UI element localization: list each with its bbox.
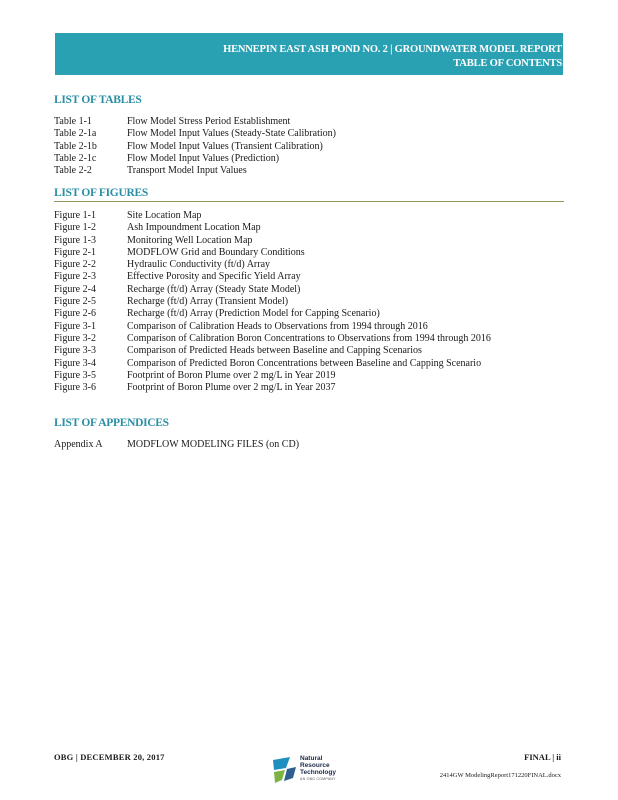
figure-entry-title: Ash Impoundment Location Map <box>127 222 261 234</box>
figure-entry-title: Recharge (ft/d) Array (Transient Model) <box>127 296 289 308</box>
appendix-entry <box>54 439 299 451</box>
figure-entry <box>54 271 491 283</box>
figure-entry <box>54 222 491 234</box>
figure-entry <box>54 210 491 222</box>
figure-entry <box>54 321 491 333</box>
figure-entry <box>54 235 491 247</box>
figure-entry <box>54 296 491 308</box>
company-logo <box>272 755 348 789</box>
figure-entry-title: Comparison of Calibration Heads to Observations from 1994 through 2016 <box>127 320 428 332</box>
figure-entry-title: Recharge (ft/d) Array (Prediction Model for Capping Scenario) <box>127 308 380 320</box>
table-entry-title: Flow Model Input Values (Transient Calibration) <box>127 140 323 152</box>
figure-entry-number: Figure 2-3 <box>54 271 96 283</box>
figure-entry <box>54 308 491 320</box>
logo-tagline: AN OBG COMPANY <box>300 777 336 781</box>
logo-line-2: Resource <box>300 762 330 769</box>
figure-entry-number: Figure 3-1 <box>54 320 96 332</box>
table-entry-title: Flow Model Input Values (Steady-State Calibration) <box>127 128 336 140</box>
figure-entry-number: Figure 3-2 <box>54 332 96 344</box>
section-divider <box>54 201 564 202</box>
table-entry <box>54 165 336 177</box>
logo-mark-icon <box>272 756 298 786</box>
table-entry-number: Table 2-1b <box>54 140 97 152</box>
footer-filename: 2414GW ModelingReport171220FINAL.docx <box>439 772 561 779</box>
figure-entry-title: Recharge (ft/d) Array (Steady State Model) <box>127 283 301 295</box>
table-entry-number: Table 2-2 <box>54 165 92 177</box>
figure-entry-number: Figure 3-4 <box>54 357 96 369</box>
figure-entry-title: Monitoring Well Location Map <box>127 234 253 246</box>
appendix-entry-title: MODFLOW MODELING FILES (on CD) <box>127 439 300 450</box>
figure-entry-number: Figure 3-5 <box>54 369 96 381</box>
table-entry-title: Flow Model Input Values (Prediction) <box>127 152 280 164</box>
appendices-list <box>54 439 299 451</box>
figure-entry <box>54 345 491 357</box>
table-entry <box>54 116 336 128</box>
figure-entry <box>54 247 491 259</box>
figure-entry-title: Comparison of Predicted Boron Concentrations between Baseline and Capping Scenario <box>127 357 482 369</box>
logo-line-1: Natural <box>300 755 323 762</box>
logo-line-3: Technology <box>300 769 336 776</box>
table-entry <box>54 128 336 140</box>
figure-entry-title: Site Location Map <box>127 210 202 221</box>
document-header <box>55 33 563 75</box>
figure-entry <box>54 284 491 296</box>
table-entry <box>54 141 336 153</box>
table-entry-title: Transport Model Input Values <box>127 165 247 177</box>
list-of-tables-heading: LIST OF TABLES <box>54 94 142 106</box>
figure-entry-title: Footprint of Boron Plume over 2 mg/L in Year 2019 <box>127 369 336 381</box>
figure-entry-number: Figure 1-1 <box>54 210 96 221</box>
figure-entry-number: Figure 3-6 <box>54 382 96 394</box>
figure-entry-title: MODFLOW Grid and Boundary Conditions <box>127 246 305 258</box>
table-entry <box>54 153 336 165</box>
footer-date: OBG | DECEMBER 20, 2017 <box>54 752 165 762</box>
figure-entry-title: Footprint of Boron Plume over 2 mg/L in Year 2037 <box>127 382 336 394</box>
figures-list <box>54 210 491 394</box>
figure-entry-number: Figure 3-3 <box>54 345 96 357</box>
figure-entry-number: Figure 2-1 <box>54 246 96 258</box>
figure-entry-title: Effective Porosity and Specific Yield Array <box>127 271 301 283</box>
figure-entry <box>54 370 491 382</box>
header-subtitle: TABLE OF CONTENTS <box>453 58 562 69</box>
figure-entry-number: Figure 2-4 <box>54 283 96 295</box>
footer-page-label: FINAL | ii <box>524 752 561 762</box>
figure-entry-number: Figure 2-5 <box>54 296 96 308</box>
list-of-appendices-heading: LIST OF APPENDICES <box>54 417 169 429</box>
tables-list <box>54 116 336 177</box>
figure-entry <box>54 333 491 345</box>
figure-entry-title: Comparison of Predicted Heads between Baseline and Capping Scenarios <box>127 345 422 357</box>
list-of-figures-heading: LIST OF FIGURES <box>54 187 148 199</box>
table-entry-number: Table 2-1c <box>54 152 97 164</box>
figure-entry-number: Figure 2-6 <box>54 308 96 320</box>
table-entry-number: Table 1-1 <box>54 116 92 127</box>
figure-entry-number: Figure 2-2 <box>54 259 96 271</box>
figure-entry-title: Hydraulic Conductivity (ft/d) Array <box>127 259 271 271</box>
header-title: HENNEPIN EAST ASH POND NO. 2 | GROUNDWATER MODEL REPORT <box>223 44 562 55</box>
figure-entry <box>54 358 491 370</box>
figure-entry <box>54 259 491 271</box>
appendix-entry-number: Appendix A <box>54 439 103 450</box>
table-entry-title: Flow Model Stress Period Establishment <box>127 116 291 127</box>
table-entry-number: Table 2-1a <box>54 128 97 140</box>
figure-entry <box>54 382 491 394</box>
figure-entry-number: Figure 1-3 <box>54 234 96 246</box>
figure-entry-number: Figure 1-2 <box>54 222 96 234</box>
figure-entry-title: Comparison of Calibration Boron Concentrations to Observations from 1994 through 2016 <box>127 332 491 344</box>
